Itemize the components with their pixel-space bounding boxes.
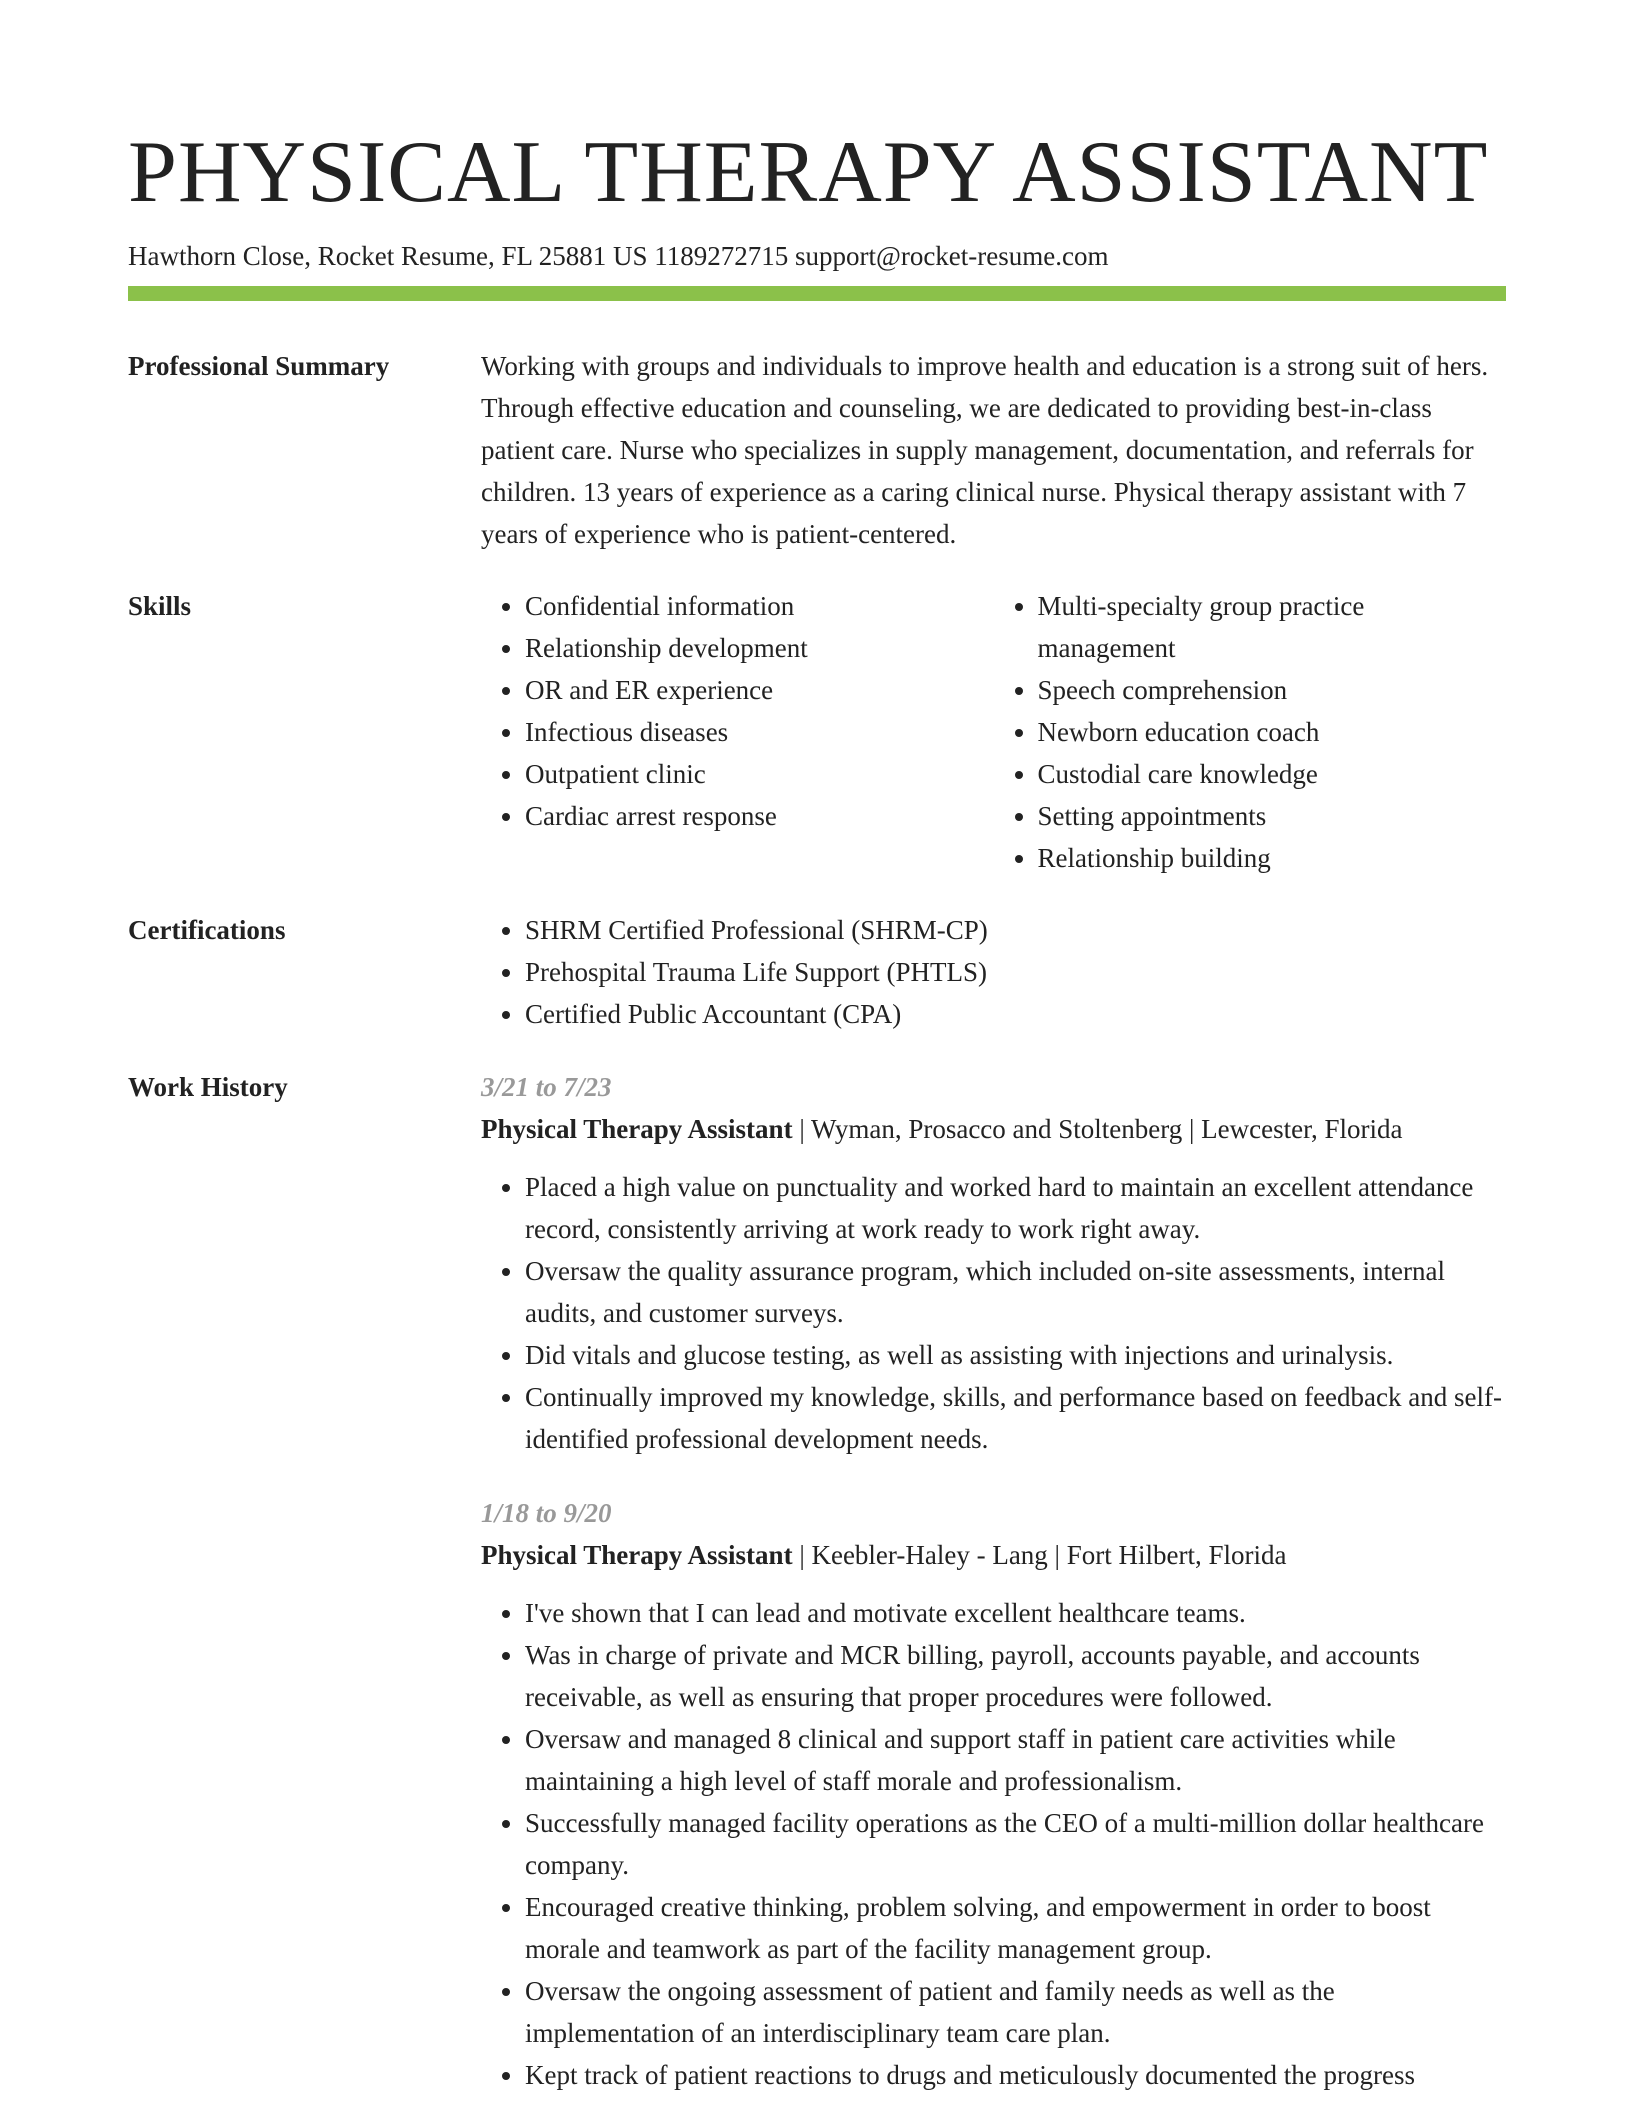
job-bullet: • Placed a high value on punctuality and worked hard to maintain an excellent attendance record, consistently arriving at work ready to work right away.	[525, 1166, 1506, 1250]
job-bullet: • Was in charge of private and MCR billing, payroll, accounts payable, and accounts receivable, as well as ensuring that proper procedures were followed.	[525, 1634, 1506, 1718]
job-employer-location: | Keebler-Haley - Lang | Fort Hilbert, Florida	[792, 1540, 1287, 1570]
skill-item: • OR and ER experience	[525, 669, 994, 711]
job-heading	[481, 1108, 1506, 1150]
job-entry	[481, 1492, 1506, 2096]
certifications-list	[481, 909, 1506, 1035]
section-label-summary: Professional Summary	[128, 351, 390, 381]
skills-column-1	[481, 585, 994, 879]
skill-item: • Relationship development	[525, 627, 994, 669]
contact-line: Hawthorn Close, Rocket Resume, FL 25881 US 1189272715 support@rocket-resume.com	[128, 241, 1109, 271]
summary-body	[481, 345, 1506, 555]
section-label-skills: Skills	[128, 591, 192, 621]
candidate-title: PHYSICAL THERAPY ASSISTANT	[128, 124, 1489, 221]
job-bullet: • Successfully managed facility operations as the CEO of a multi-million dollar healthcare company.	[525, 1802, 1506, 1886]
certification-item: • Prehospital Trauma Life Support (PHTLS)	[525, 951, 1506, 993]
job-employer-location: | Wyman, Prosacco and Stoltenberg | Lewcester, Florida	[792, 1114, 1403, 1144]
skill-item: • Speech comprehension	[1038, 669, 1507, 711]
skill-item: • Relationship building	[1038, 837, 1507, 879]
certifications-body	[481, 909, 1506, 1035]
skill-item: • Newborn education coach	[1038, 711, 1507, 753]
resume-header	[128, 118, 1506, 274]
job-bullet: • Oversaw and managed 8 clinical and support staff in patient care activities while maintaining a high level of staff morale and professionalism.	[525, 1718, 1506, 1802]
skill-item: • Multi-specialty group practice management	[1038, 585, 1507, 669]
job-dates: 3/21 to 7/23	[481, 1072, 612, 1102]
job-bullets	[481, 1592, 1506, 2096]
skills-body	[481, 585, 1506, 879]
skill-item: • Outpatient clinic	[525, 753, 994, 795]
job-bullets	[481, 1166, 1506, 1460]
skills-column-2	[994, 585, 1507, 879]
section-label-certifications: Certifications	[128, 915, 286, 945]
job-title: Physical Therapy Assistant	[481, 1540, 793, 1570]
certification-item: • SHRM Certified Professional (SHRM-CP)	[525, 909, 1506, 951]
job-bullet: • Oversaw the ongoing assessment of patient and family needs as well as the implementation of an interdisciplinary team care plan.	[525, 1970, 1506, 2054]
job-bullet: • Did vitals and glucose testing, as well as assisting with injections and urinalysis.	[525, 1334, 1506, 1376]
certification-item: • Certified Public Accountant (CPA)	[525, 993, 1506, 1035]
work-history-body	[481, 1066, 1506, 2096]
job-bullet: • Kept track of patient reactions to drugs and meticulously documented the progress	[525, 2054, 1506, 2096]
job-dates: 1/18 to 9/20	[481, 1498, 612, 1528]
job-entry	[481, 1066, 1506, 1460]
job-heading	[481, 1534, 1506, 1576]
skill-item: • Confidential information	[525, 585, 994, 627]
job-title: Physical Therapy Assistant	[481, 1114, 793, 1144]
skill-item: • Custodial care knowledge	[1038, 753, 1507, 795]
skill-item: • Cardiac arrest response	[525, 795, 994, 837]
summary-text: Working with groups and individuals to improve health and education is a strong suit of hers. Through effective education and counseling, we are dedicated to providing best-in-class patient care. Nurse who specializes in supply management, documentation, and referrals for children. 13 years of experience as a caring clinical nurse. Physical therapy assistant with 7 years of experience who is patient-centered.	[481, 351, 1489, 549]
skill-item: • Infectious diseases	[525, 711, 994, 753]
skill-item: • Setting appointments	[1038, 795, 1507, 837]
accent-divider	[128, 286, 1506, 301]
job-bullet: • I've shown that I can lead and motivate excellent healthcare teams.	[525, 1592, 1506, 1634]
job-bullet: • Continually improved my knowledge, skills, and performance based on feedback and self-identified professional development needs.	[525, 1376, 1506, 1460]
job-bullet: • Encouraged creative thinking, problem solving, and empowerment in order to boost morale and teamwork as part of the facility management group.	[525, 1886, 1506, 1970]
job-bullet: • Oversaw the quality assurance program, which included on-site assessments, internal audits, and customer surveys.	[525, 1250, 1506, 1334]
section-label-work-history: Work History	[128, 1072, 288, 1102]
